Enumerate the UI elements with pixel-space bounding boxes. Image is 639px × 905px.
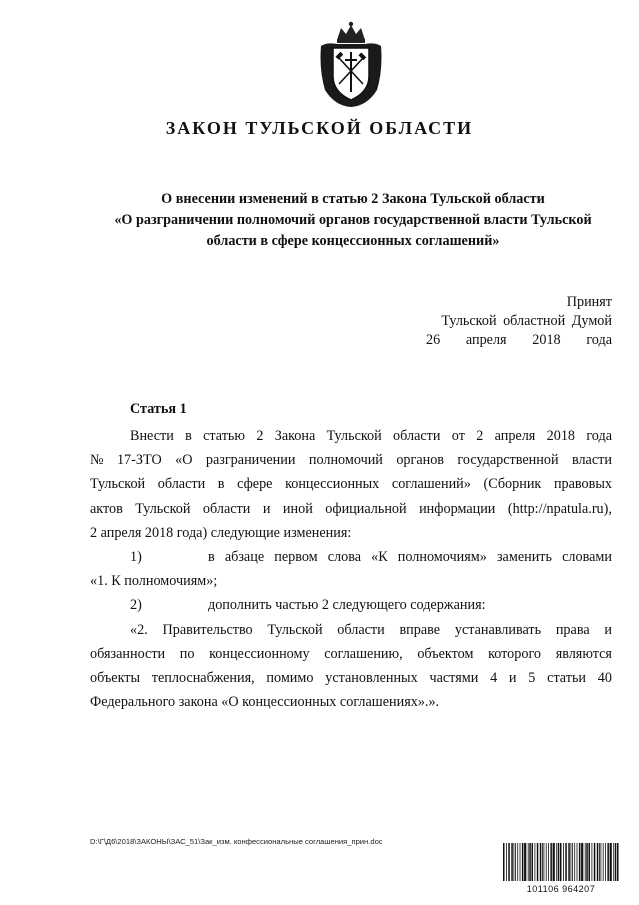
word: соглашению,	[324, 645, 403, 662]
body-line	[90, 472, 612, 496]
subtitle-line: области в сфере концессионных соглашений»	[206, 233, 500, 249]
barcode-bar	[522, 843, 524, 881]
barcode-bar	[589, 843, 591, 881]
list-item-number: 1)	[130, 549, 142, 566]
barcode-bar	[560, 843, 562, 881]
barcode-bar	[511, 843, 513, 881]
word: Правительство	[162, 621, 253, 638]
word: и	[604, 621, 612, 638]
word: концессионных	[285, 476, 380, 493]
barcode-bar	[601, 843, 602, 881]
word: 40	[597, 670, 612, 687]
barcode-bar	[613, 843, 614, 881]
body-line	[90, 448, 612, 472]
subtitle-line: «О разграничении полномочий органов государственной власти Тульской	[114, 212, 592, 228]
word: Тульской	[326, 428, 382, 444]
subtitle-line: О внесении изменений в статью 2 Закона Тульской области	[161, 191, 545, 207]
quote-line	[90, 642, 612, 666]
barcode-bar	[528, 843, 529, 881]
word: области	[393, 428, 441, 444]
barcode-bar	[546, 843, 547, 881]
barcode-bar	[565, 843, 567, 881]
list-item-text: дополнить частью 2 следующего содержания:	[208, 597, 486, 614]
barcode-bar	[517, 843, 518, 881]
word: полномочиям»	[397, 549, 487, 566]
barcode-bar	[594, 843, 596, 881]
word: «К	[371, 549, 388, 566]
word: сфере	[237, 476, 273, 493]
body-line: 2 апреля 2018 года) следующие изменения:	[90, 524, 352, 541]
list-item-number: 2)	[130, 597, 142, 614]
word: полномочий	[308, 452, 383, 469]
barcode-bar	[503, 843, 505, 881]
word: 2018	[546, 428, 576, 444]
barcode-bar	[572, 843, 573, 881]
word: объектом	[417, 645, 474, 662]
barcode-bar	[615, 843, 617, 881]
barcode-bar	[579, 843, 581, 881]
barcode-bar	[550, 843, 552, 881]
date-month: апреля	[465, 332, 507, 348]
word: информации	[419, 500, 496, 517]
word: правовых	[553, 476, 612, 493]
accepted-block	[400, 293, 612, 350]
word: словами	[562, 549, 612, 566]
quote-line: Федерального закона «О концессионных соглашениях».».	[90, 694, 440, 711]
word: Тульской	[90, 476, 146, 493]
word: области	[337, 621, 385, 638]
barcode-bar	[592, 843, 593, 881]
word: первом	[274, 549, 318, 566]
word: статью	[203, 428, 245, 444]
article-body	[90, 424, 612, 714]
body-line	[90, 497, 612, 521]
word: №	[90, 452, 104, 469]
word: от	[451, 428, 465, 444]
barcode-bar	[563, 843, 564, 881]
barcode-bar	[506, 843, 507, 881]
word: Закона	[274, 428, 316, 444]
word: теплоснабжения,	[151, 670, 255, 687]
word: области	[157, 476, 206, 493]
word: и	[508, 670, 517, 687]
barcode-bar	[571, 843, 572, 881]
barcode-bar	[581, 843, 583, 881]
body-line	[90, 424, 612, 448]
word: органов	[396, 452, 445, 469]
word: вправе	[399, 621, 441, 638]
accepted-label: Принят	[566, 294, 612, 310]
word: «2.	[130, 621, 148, 638]
word: являются	[555, 645, 612, 662]
article-heading: Статья 1	[130, 401, 187, 417]
word: частями	[429, 670, 479, 687]
word: помимо	[266, 670, 314, 687]
barcode-bar	[607, 843, 609, 881]
word: в	[217, 476, 225, 493]
barcode-bar	[617, 843, 619, 881]
barcode-bar	[558, 843, 560, 881]
list-item	[90, 593, 612, 617]
law-title: ЗАКОН ТУЛЬСКОЙ ОБЛАСТИ	[165, 118, 474, 138]
accepted-date	[400, 331, 612, 350]
barcode-bar	[605, 843, 606, 881]
word: власти	[571, 452, 612, 469]
barcode-bar	[532, 843, 534, 881]
barcode-bar	[585, 843, 586, 881]
word: (Сборник	[483, 476, 542, 493]
word: слова	[327, 549, 362, 566]
barcode-bar	[548, 843, 549, 881]
word: Тульской	[135, 500, 191, 517]
list-item-continuation: «1. К полномочиям»;	[90, 573, 218, 590]
file-path-footer: D:\Г\Д6\2018\ЗАКОНЫ\ЗАС_51\Зак_изм. конфессиональные соглашения_прин.doc	[90, 837, 383, 846]
word: актов	[90, 500, 123, 517]
word: права	[555, 621, 590, 638]
barcode	[503, 843, 619, 881]
barcode-bar	[568, 843, 570, 881]
word: статьи	[547, 670, 587, 687]
barcode-bar	[524, 843, 526, 881]
word: которого	[488, 645, 542, 662]
word: области	[202, 500, 251, 517]
word: года	[586, 428, 612, 444]
law-subtitle	[90, 189, 616, 252]
word: и	[262, 500, 271, 517]
date-day: 26	[426, 332, 441, 348]
word: разграничении	[205, 452, 296, 469]
accepted-body: Тульской областной Думой	[441, 313, 612, 329]
word: иной	[282, 500, 313, 517]
word: концессионному	[209, 645, 310, 662]
word: «О	[175, 452, 193, 469]
word: установленных	[325, 670, 418, 687]
barcode-bar	[515, 843, 516, 881]
barcode-bar	[597, 843, 599, 881]
word: в	[185, 428, 192, 444]
date-suffix: года	[586, 332, 612, 348]
coat-of-arms-icon	[315, 20, 387, 108]
barcode-bar	[603, 843, 604, 881]
word: обязанности	[90, 645, 166, 662]
barcode-bar	[577, 843, 578, 881]
barcode-bar	[574, 843, 575, 881]
word: 2	[476, 428, 484, 444]
list-item	[90, 545, 612, 569]
word: 4	[490, 670, 498, 687]
word: Тульской	[267, 621, 323, 638]
barcode-bar	[508, 843, 510, 881]
word: по	[179, 645, 195, 662]
barcode-bar	[535, 843, 536, 881]
barcode-bar	[553, 843, 555, 881]
word: абзаце	[224, 549, 265, 566]
barcode-bar	[586, 843, 588, 881]
word: заменить	[496, 549, 552, 566]
quote-line	[90, 618, 612, 642]
word: государственной	[457, 452, 559, 469]
barcode-bar	[520, 843, 521, 881]
barcode-bar	[537, 843, 539, 881]
barcode-bar	[514, 843, 515, 881]
barcode-bar	[544, 843, 545, 881]
word: 17-ЗТО	[116, 452, 162, 469]
word: официальной	[325, 500, 407, 517]
barcode-bar	[529, 843, 531, 881]
word: 2	[256, 428, 264, 444]
word: объекты	[90, 670, 141, 687]
list-item-text	[208, 545, 612, 569]
quote-line	[90, 666, 612, 690]
word: Внести	[130, 428, 174, 444]
date-year: 2018	[532, 332, 561, 348]
word: соглашений»	[391, 476, 471, 493]
word: в	[208, 549, 215, 566]
barcode-bar	[542, 843, 543, 881]
word: апреля	[494, 428, 536, 444]
word: устанавливать	[454, 621, 542, 638]
barcode-bar	[540, 843, 542, 881]
barcode-bar	[610, 843, 612, 881]
barcode-bar	[556, 843, 557, 881]
word: 5	[528, 670, 536, 687]
barcode-bar	[599, 843, 600, 881]
word: (http://npatula.ru),	[507, 500, 612, 517]
barcode-number: 101106 964207	[526, 884, 596, 894]
